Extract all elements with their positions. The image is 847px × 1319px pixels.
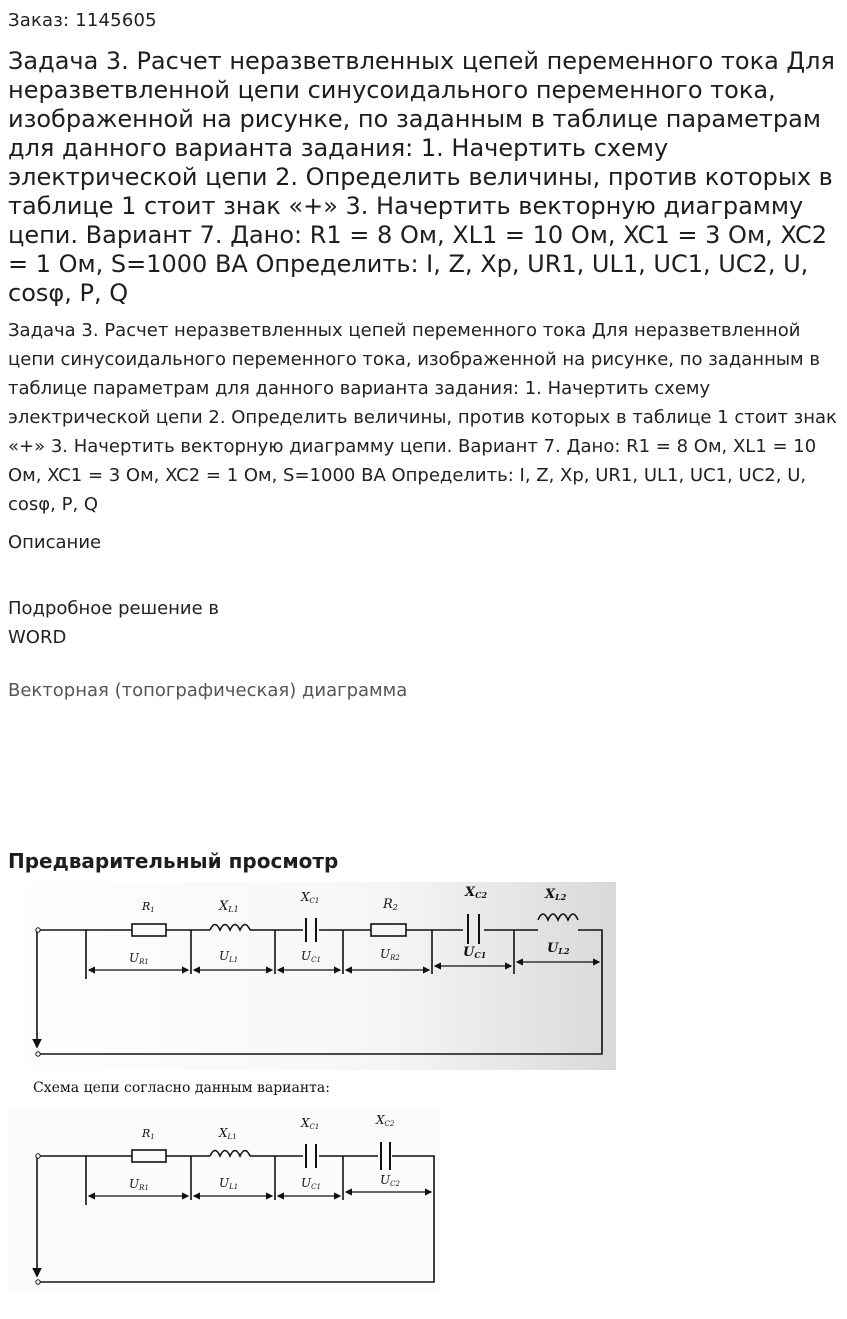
label-ur1: UR1 bbox=[129, 951, 149, 966]
label-ul1: UL1 bbox=[219, 949, 239, 964]
label-xl2: XL2 bbox=[545, 887, 567, 902]
figure-caption: Схема цепи согласно данным варианта: bbox=[33, 1080, 330, 1096]
description-label: Описание bbox=[8, 532, 102, 553]
label-xc2: XC2 bbox=[376, 1113, 395, 1128]
label-uc1: UC1 bbox=[301, 1176, 321, 1191]
label-r2: R2 bbox=[383, 897, 398, 912]
circuit-diagram-variant bbox=[8, 1108, 440, 1292]
vector-diagram-note: Векторная (топографическая) диаграмма bbox=[8, 680, 408, 701]
terminal-top bbox=[36, 928, 40, 932]
label-uc1-second: UC1 bbox=[463, 945, 487, 960]
solution-format-line2: WORD bbox=[8, 627, 67, 648]
terminal-bottom bbox=[36, 1280, 40, 1284]
task-title: Задача 3. Расчет неразветвленных цепей переменного тока Для неразветвленной цепи синусоидального переменного тока, изображенной на рисунке, по заданным в таблице параметрам для данного варианта задания: 1. Начертить схему электрической цепи 2. Определить величины, против которых в таблице 1 стоит знак «+» 3. Начертить векторную диаграмму цепи. Вариант 7. Дано: R1 = 8 Ом, XL1 = 10 Ом, XC1 = 3 Ом, XC2 = 1 Ом, S=1000 ВА Определить: I, Z, Xр, UR1, UL1, UC1, UC2, U, cosφ, P, Q bbox=[8, 47, 835, 307]
circuit-diagram-original bbox=[8, 882, 616, 1070]
label-ul1: UL1 bbox=[219, 1176, 239, 1191]
preview-heading: Предварительный просмотр bbox=[8, 849, 339, 873]
label-ur2: UR2 bbox=[380, 947, 400, 962]
terminal-bottom bbox=[36, 1052, 40, 1056]
label-r1: R1 bbox=[142, 1127, 155, 1141]
label-xc1: XC1 bbox=[301, 890, 320, 905]
label-xc2: XC2 bbox=[465, 885, 488, 900]
label-ul2: UL2 bbox=[547, 941, 570, 956]
label-xl1: XL1 bbox=[219, 899, 239, 914]
label-r1: R1 bbox=[142, 900, 155, 914]
label-xl1: XL1 bbox=[219, 1126, 237, 1141]
label-ur1: UR1 bbox=[129, 1177, 149, 1192]
label-uc2: UC2 bbox=[380, 1173, 400, 1188]
solution-format-line1: Подробное решение в bbox=[8, 598, 220, 619]
solution-format bbox=[8, 594, 219, 652]
order-number: Заказ: 1145605 bbox=[8, 10, 157, 31]
label-uc1: UC1 bbox=[301, 949, 321, 964]
figure-background bbox=[8, 882, 616, 1070]
task-body: Задача 3. Расчет неразветвленных цепей переменного тока Для неразветвленной цепи синусоидального переменного тока, изображенной на рисунке, по заданным в таблице параметрам для данного варианта задания: 1. Начертить схему электрической цепи 2. Определить величины, против которых в таблице 1 стоит знак «+» 3. Начертить векторную диаграмму цепи. Вариант 7. Дано: R1 = 8 Ом, XL1 = 10 Ом, XC1 = 3 Ом, XC2 = 1 Ом, S=1000 ВА Определить: I, Z, Xр, UR1, UL1, UC1, UC2, U, cosφ, P, Q bbox=[8, 320, 837, 515]
terminal-top bbox=[36, 1154, 40, 1158]
label-xc1: XC1 bbox=[301, 1116, 320, 1131]
